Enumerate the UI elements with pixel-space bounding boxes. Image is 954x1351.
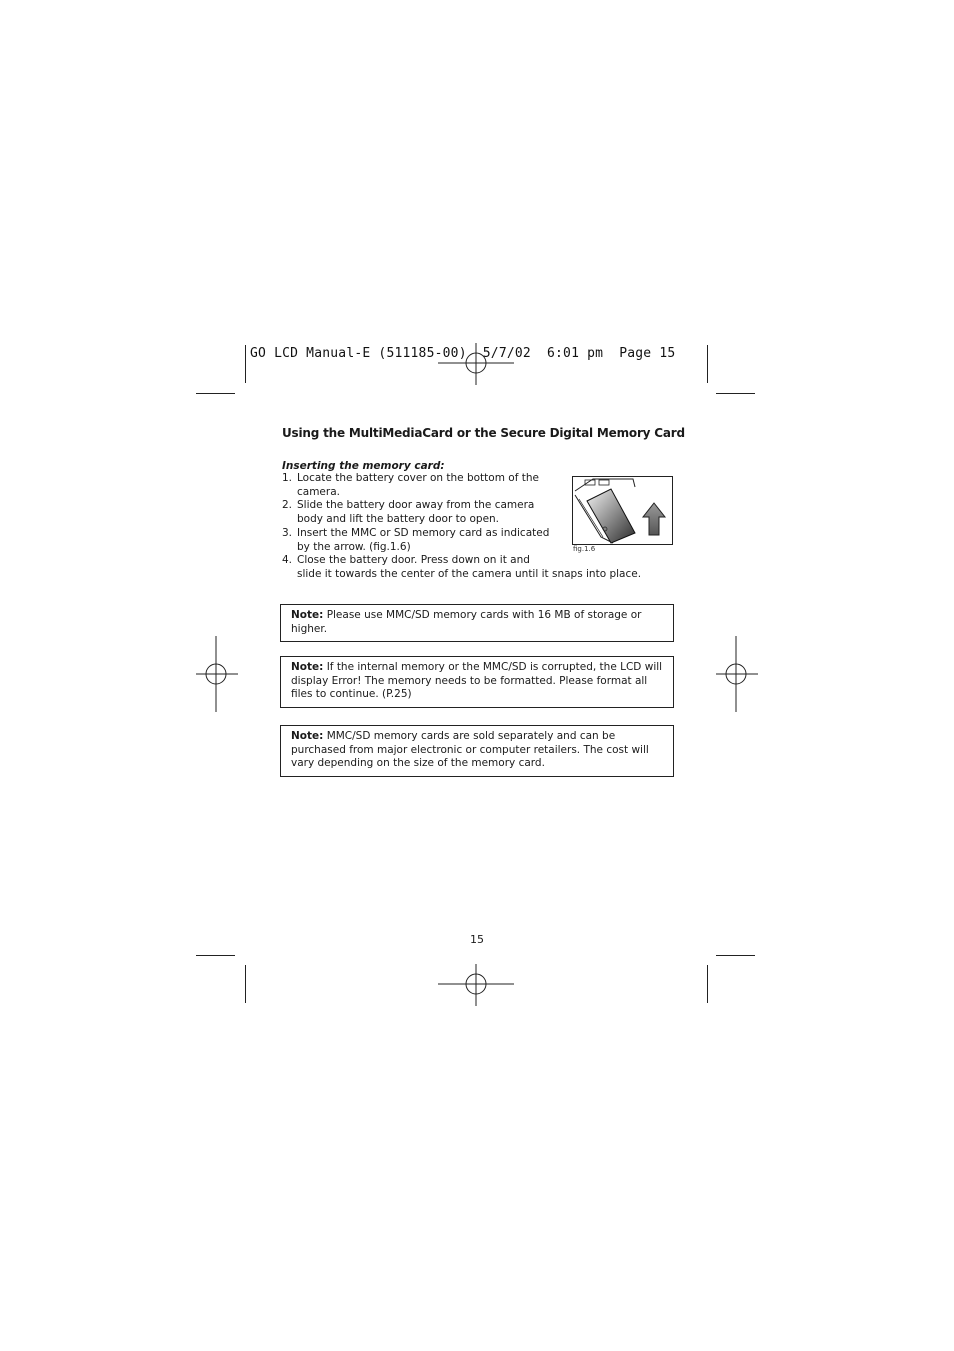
- registration-mark-top: [436, 343, 516, 385]
- note-box: Note: MMC/SD memory cards are sold separately and can be purchased from major electronic or computer retailers. The cost will vary depending on the size of the memory card.: [280, 725, 674, 777]
- section-title: Using the MultiMediaCard or the Secure Digital Memory Card: [282, 426, 685, 440]
- note-label: Note:: [291, 661, 324, 673]
- note-box: Note: If the internal memory or the MMC/SD is corrupted, the LCD will display Error! The memory needs to be formatted. Please format all files to continue. (P.25): [280, 656, 674, 708]
- note-box: Note: Please use MMC/SD memory cards with 16 MB of storage or higher.: [280, 604, 674, 642]
- camera-card-slot-icon: [573, 477, 672, 544]
- registration-mark-bottom: [436, 964, 516, 1006]
- list-item: 4. Close the battery door. Press down on it and slide it towards the center of the camera until it snaps into place.: [282, 554, 642, 580]
- list-item: 2. Slide the battery door away from the camera body and lift the battery door to open.: [282, 499, 535, 526]
- print-slug-line: GO LCD Manual-E (511185-00) 5/7/02 6:01 pm Page 15: [250, 346, 676, 361]
- registration-mark-left: [196, 634, 238, 714]
- list-item: 3. Insert the MMC or SD memory card as indicated by the arrow. (fig.1.6): [282, 526, 550, 553]
- list-item: 1. Locate the battery cover on the bottom of the camera.: [282, 472, 539, 498]
- subheading: Inserting the memory card:: [282, 460, 445, 472]
- note-label: Note:: [291, 730, 324, 742]
- page-number: 15: [470, 933, 484, 946]
- note-label: Note:: [291, 609, 324, 621]
- figure-caption: fig.1.6: [573, 545, 596, 553]
- registration-mark-right: [716, 634, 758, 714]
- memory-card-illustration: [572, 476, 673, 545]
